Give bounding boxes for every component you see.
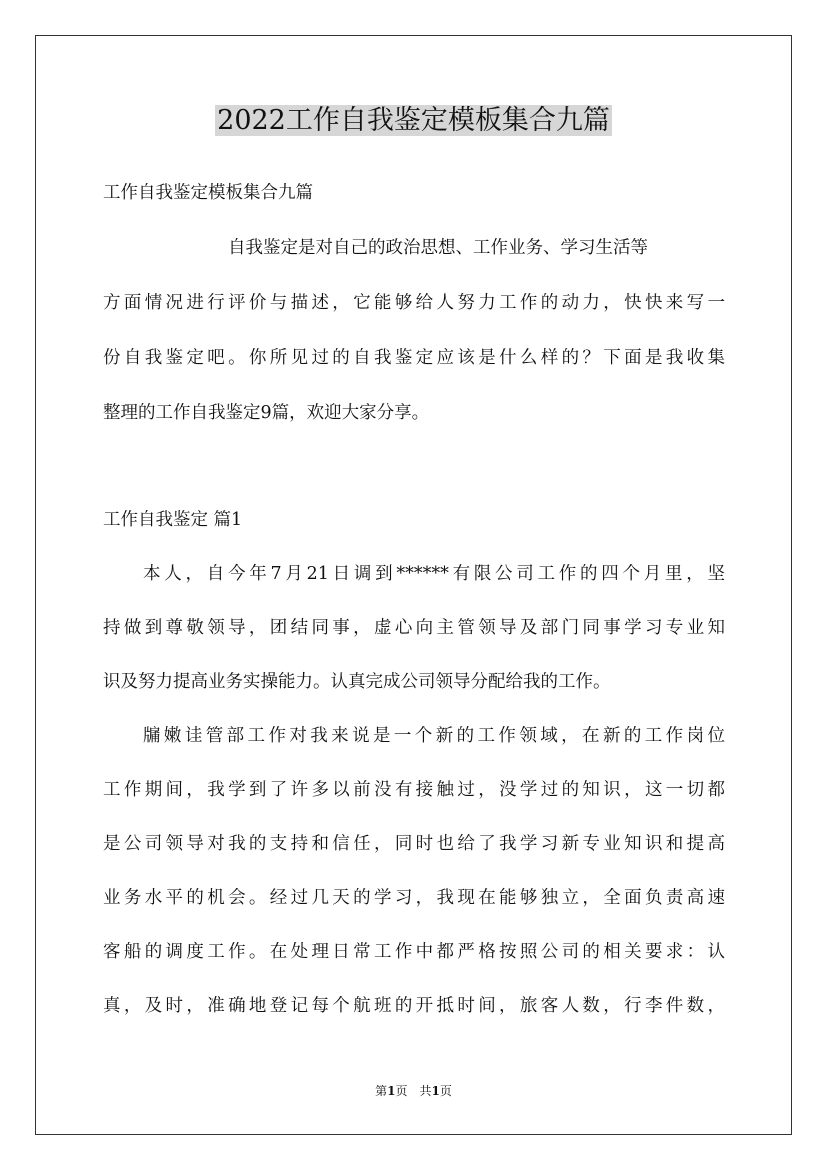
section-heading: 工作自我鉴定 篇1 — [103, 510, 243, 530]
body-line-6: 是公司领导对我的支持和信任，同时也给了我学习新专业知识和提高 — [103, 834, 725, 854]
intro-line-2: 方面情况进行评价与描述，它能够给人努力工作的动力，快快来写一 — [103, 293, 725, 313]
document-subtitle: 工作自我鉴定模板集合九篇 — [103, 183, 313, 203]
footer-page-total: 1 — [431, 1084, 440, 1098]
intro-line-3: 份自我鉴定吧。你所见过的自我鉴定应该是什么样的？下面是我收集 — [103, 348, 725, 368]
document-title-text: 2022工作自我鉴定模板集合九篇 — [217, 105, 610, 136]
body-line-5: 工作期间，我学到了许多以前没有接触过，没学过的知识，这一切都 — [103, 780, 725, 800]
body-line-4: 牖嫩诖管部工作对我来说是一个新的工作领域，在新的工作岗位 — [143, 726, 725, 746]
body-line-3: 识及努力提高业务实操能力。认真完成公司领导分配给我的工作。 — [103, 672, 611, 692]
document-title — [0, 100, 827, 142]
body-line-8: 客船的调度工作。在处理日常工作中都严格按照公司的相关要求：认 — [103, 942, 725, 962]
body-line-1: 本人，自今年7月21日调到******有限公司工作的四个月里，坚 — [143, 564, 725, 584]
footer-page-suffix: 页 — [439, 1084, 452, 1098]
body-line-9: 真，及时，准确地登记每个航班的开抵时间，旅客人数，行李件数， — [103, 996, 725, 1016]
body-line-2: 持做到尊敬领导，团结同事，虚心向主管领导及部门同事学习专业知 — [103, 618, 725, 638]
page-footer — [0, 1083, 827, 1099]
footer-page-prefix: 第 — [375, 1084, 388, 1098]
intro-line-1: 自我鉴定是对自己的政治思想、工作业务、学习生活等 — [228, 238, 648, 258]
footer-page-number: 1 — [387, 1084, 396, 1098]
intro-line-4: 整理的工作自我鉴定9篇，欢迎大家分享。 — [103, 403, 430, 423]
footer-page-mid: 页 共 — [395, 1084, 432, 1098]
body-line-7: 业务水平的机会。经过几天的学习，我现在能够独立，全面负责高速 — [103, 888, 725, 908]
